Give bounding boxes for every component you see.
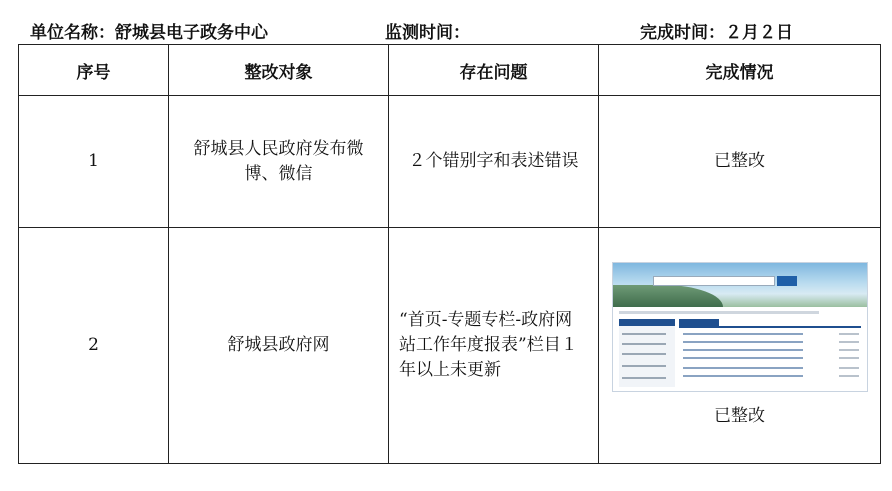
row-status-cell — [599, 228, 881, 464]
sidebar-item-graphic — [622, 353, 666, 355]
rectification-table — [18, 44, 881, 464]
sidebar-item-graphic — [622, 377, 666, 379]
content-line-graphic — [683, 375, 803, 377]
content-date-graphic — [839, 333, 859, 335]
column-header-issue: 存在问题 — [389, 45, 599, 96]
content-line-graphic — [683, 341, 803, 343]
sidebar-graphic — [619, 319, 675, 387]
document-header — [0, 16, 892, 42]
row-status: 已整改 — [714, 406, 765, 426]
row-issue: “首页-专题专栏-政府网站工作年度报表”栏目１年以上未更新 — [389, 228, 599, 464]
search-button-graphic — [777, 276, 797, 286]
content-date-graphic — [839, 367, 859, 369]
table-header-row — [19, 45, 881, 96]
row-index: 2 — [19, 228, 169, 464]
content-line-graphic — [683, 333, 803, 335]
column-header-status: 完成情况 — [599, 45, 881, 96]
sidebar-header-graphic — [619, 319, 675, 326]
website-screenshot-thumbnail — [612, 262, 868, 392]
column-header-target: 整改对象 — [169, 45, 389, 96]
sidebar-item-graphic — [622, 343, 666, 345]
sidebar-item-graphic — [622, 365, 666, 367]
content-line-graphic — [683, 349, 803, 351]
content-date-graphic — [839, 375, 859, 377]
table-row — [19, 228, 881, 464]
content-line-graphic — [683, 357, 803, 359]
content-line-graphic — [683, 367, 803, 369]
row-target: 舒城县人民政府发布微博、微信 — [169, 96, 389, 228]
content-date-graphic — [839, 349, 859, 351]
breadcrumb-graphic — [619, 311, 819, 314]
completion-time: 完成时间：２月２日 — [640, 23, 793, 43]
content-date-graphic — [839, 341, 859, 343]
row-index: 1 — [19, 96, 169, 228]
column-header-index: 序号 — [19, 45, 169, 96]
content-tab-graphic — [679, 319, 719, 326]
unit-name: 单位名称：舒城县电子政务中心 — [30, 23, 268, 43]
table-row — [19, 96, 881, 228]
sidebar-item-graphic — [622, 333, 666, 335]
row-target: 舒城县政府网 — [169, 228, 389, 464]
monitor-time: 监测时间： — [385, 23, 470, 43]
row-issue: ２个错别字和表述错误 — [389, 96, 599, 228]
search-box-graphic — [653, 276, 775, 286]
row-status: 已整改 — [599, 96, 881, 228]
content-date-graphic — [839, 357, 859, 359]
